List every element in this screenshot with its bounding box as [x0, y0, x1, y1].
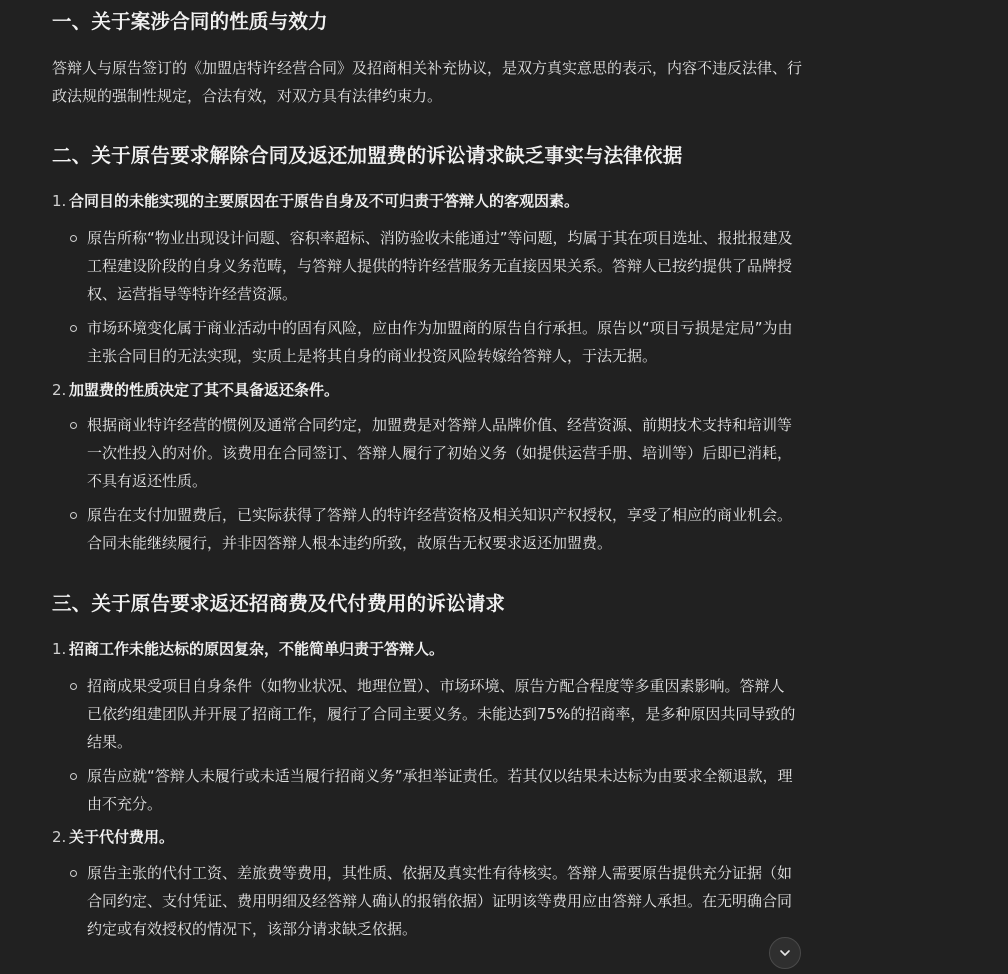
numbered-item [52, 635, 812, 663]
list-item-text: 原告应就“答辩人未履行或未适当履行招商义务”承担举证责任。若其仅以结果未达标为由要求全额退款，理由不充分。 [87, 767, 793, 813]
numbered-item [52, 376, 812, 404]
list-item [52, 314, 797, 370]
list-item-text: 原告主张的代付工资、差旅费等费用，其性质、依据及真实性有待核实。答辩人需要原告提供充分证据（如合同约定、支付凭证、费用明细及经答辩人确认的报销依据）证明该等费用应由答辩人承担。在无明确合同约定或有效授权的情况下，该部分请求缺乏依据。 [87, 864, 793, 938]
section-heading: 二、关于原告要求解除合同及返还加盟费的诉讼请求缺乏事实与法律依据 [52, 144, 683, 167]
bullet-list [52, 411, 797, 563]
list-item [52, 411, 797, 495]
list-item-text: 根据商业特许经营的惯例及通常合同约定，加盟费是对答辩人品牌价值、经营资源、前期技术支持和培训等一次性投入的对价。该费用在合同签订、答辩人履行了初始义务（如提供运营手册、培训等）后即已消耗，不具有返还性质。 [87, 416, 793, 490]
bullet-icon [70, 870, 77, 877]
list-item [52, 501, 797, 557]
numbered-item [52, 187, 812, 215]
item-number: 2. [52, 828, 67, 846]
list-item [52, 224, 797, 308]
item-title: 合同目的未能实现的主要原因在于原告自身及不可归责于答辩人的客观因素。 [69, 192, 580, 210]
item-number: 1. [52, 192, 67, 210]
section-paragraph: 答辩人与原告签订的《加盟店特许经营合同》及招商相关补充协议，是双方真实意思的表示，内容不违反法律、行政法规的强制性规定，合法有效，对双方具有法律约束力。 [52, 59, 803, 105]
bullet-list [52, 224, 797, 376]
bullet-icon [70, 325, 77, 332]
bullet-icon [70, 683, 77, 690]
list-item [52, 672, 797, 756]
bullet-icon [70, 422, 77, 429]
section-heading: 一、关于案涉合同的性质与效力 [52, 10, 328, 33]
item-number: 1. [52, 640, 67, 658]
list-item-text: 市场环境变化属于商业活动中的固有风险，应由作为加盟商的原告自行承担。原告以“项目亏损是定局”为由主张合同目的无法实现，实质上是将其自身的商业投资风险转嫁给答辩人，于法无据。 [87, 319, 793, 365]
list-item [52, 762, 797, 818]
bullet-list [52, 859, 797, 949]
list-item [52, 859, 797, 943]
list-item-text: 原告所称“物业出现设计问题、容积率超标、消防验收未能通过”等问题，均属于其在项目选址、报批报建及工程建设阶段的自身义务范畴，与答辩人提供的特许经营服务无直接因果关系。答辩人已按约提供了品牌授权、运营指导等特许经营资源。 [87, 229, 793, 303]
numbered-item [52, 823, 812, 851]
item-title: 关于代付费用。 [69, 828, 175, 846]
bullet-icon [70, 773, 77, 780]
bullet-list [52, 672, 797, 824]
list-item-text: 原告在支付加盟费后，已实际获得了答辩人的特许经营资格及相关知识产权授权，享受了相应的商业机会。合同未能继续履行，并非因答辩人根本违约所致，故原告无权要求返还加盟费。 [87, 506, 793, 552]
scroll-to-bottom-button[interactable] [769, 937, 801, 969]
bullet-icon [70, 235, 77, 242]
bullet-icon [70, 512, 77, 519]
section-heading: 三、关于原告要求返还招商费及代付费用的诉讼请求 [52, 592, 506, 615]
item-number: 2. [52, 381, 67, 399]
list-item-text: 招商成果受项目自身条件（如物业状况、地理位置）、市场环境、原告方配合程度等多重因素影响。答辩人已依约组建团队并开展了招商工作，履行了合同主要义务。未能达到75%的招商率，是多种原因共同导致的结果。 [87, 677, 796, 751]
chevron-down-icon [778, 946, 792, 960]
item-title: 加盟费的性质决定了其不具备返还条件。 [69, 381, 340, 399]
item-title: 招商工作未能达标的原因复杂，不能简单归责于答辩人。 [69, 640, 445, 658]
